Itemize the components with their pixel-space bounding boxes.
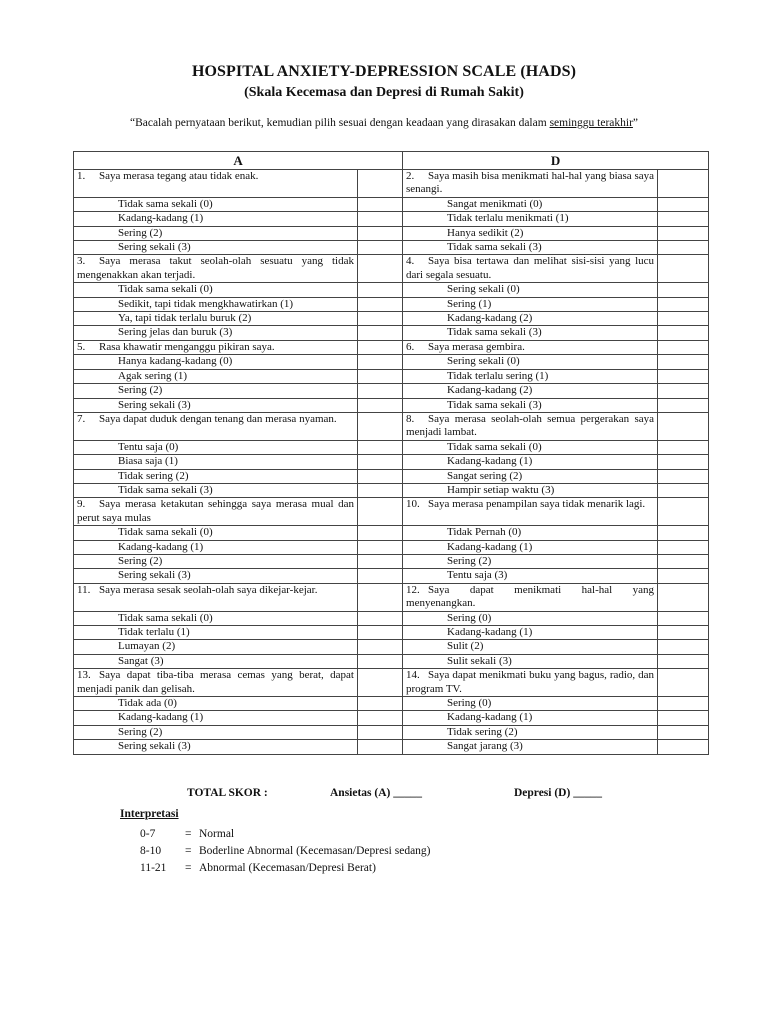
question-text: Saya merasa sesak seolah-olah saya dikejar-kejar.	[99, 583, 318, 596]
question-number: 5.	[77, 340, 86, 353]
question-number: 6.	[406, 340, 415, 353]
depression-option-mark[interactable]	[658, 241, 709, 255]
question-number: 14.	[406, 669, 420, 682]
option-row	[74, 626, 709, 640]
anxiety-score-cell[interactable]	[358, 170, 403, 198]
anxiety-option-mark[interactable]	[358, 440, 403, 454]
option-row	[74, 554, 709, 568]
instruction-pre: “Bacalah pernyataan berikut, kemudian pilih sesuai dengan keadaan yang dirasakan dalam	[129, 117, 550, 129]
depression-option[interactable]: Tidak sama sekali (3)	[403, 326, 658, 340]
depression-option-mark[interactable]	[658, 283, 709, 297]
depression-score-cell[interactable]	[658, 255, 709, 283]
option-row	[74, 469, 709, 483]
question-text: Saya merasa gembira.	[428, 340, 525, 353]
option-row	[74, 398, 709, 412]
hads-table-body	[74, 170, 709, 755]
depression-option-mark[interactable]	[658, 697, 709, 711]
option-row	[74, 540, 709, 554]
depression-option[interactable]: Sering (1)	[403, 297, 658, 311]
depression-option-mark[interactable]	[658, 569, 709, 583]
anxiety-option[interactable]: Sering sekali (3)	[74, 241, 358, 255]
depression-score-cell[interactable]	[658, 498, 709, 526]
instruction-emphasis: seminggu terakhir	[549, 117, 633, 129]
question-text: Saya dapat tiba-tiba merasa cemas yang berat, dapat menjadi panik dan gelisah.	[77, 669, 354, 695]
anxiety-option[interactable]: Tidak sama sekali (0)	[74, 197, 358, 211]
depression-option-mark[interactable]	[658, 711, 709, 725]
anxiety-option-mark[interactable]	[358, 369, 403, 383]
option-row	[74, 640, 709, 654]
depression-option-mark[interactable]	[658, 611, 709, 625]
question-text: Saya merasa ketakutan sehingga saya merasa mual dan perut saya mulas	[77, 498, 354, 524]
depression-option[interactable]: Sangat menikmati (0)	[403, 197, 658, 211]
depression-score-cell[interactable]	[658, 412, 709, 440]
question-row	[74, 340, 709, 354]
anxiety-option-mark[interactable]	[358, 283, 403, 297]
question-text: Saya dapat menikmati hal-hal yang menyenangkan.	[406, 583, 655, 610]
question-text: Saya bisa tertawa dan melihat sisi-sisi yang lucu dari segala sesuatu.	[406, 255, 655, 281]
anxiety-score-cell[interactable]	[358, 669, 403, 697]
anxiety-option[interactable]: Tidak sama sekali (3)	[74, 483, 358, 497]
anxiety-option-mark[interactable]	[358, 569, 403, 583]
depression-option[interactable]: Kadang-kadang (2)	[403, 384, 658, 398]
interpretation-range: 0-7	[140, 828, 156, 840]
option-row	[74, 369, 709, 383]
anxiety-score-cell[interactable]	[358, 412, 403, 440]
anxiety-option[interactable]: Tidak ada (0)	[74, 697, 358, 711]
depression-question	[403, 583, 658, 611]
anxiety-option[interactable]: Tidak sering (2)	[74, 469, 358, 483]
option-row	[74, 455, 709, 469]
anxiety-option-mark[interactable]	[358, 483, 403, 497]
depression-option-mark[interactable]	[658, 526, 709, 540]
question-number: 3.	[77, 255, 86, 268]
anxiety-option[interactable]: Kadang-kadang (1)	[74, 711, 358, 725]
depression-option-mark[interactable]	[658, 226, 709, 240]
depression-option[interactable]: Tidak terlalu menikmati (1)	[403, 212, 658, 226]
anxiety-question	[74, 340, 358, 354]
anxiety-option[interactable]: Sering jelas dan buruk (3)	[74, 326, 358, 340]
depression-option-mark[interactable]	[658, 398, 709, 412]
anxiety-option-mark[interactable]	[358, 398, 403, 412]
anxiety-option-mark[interactable]	[358, 384, 403, 398]
anxiety-option-mark[interactable]	[358, 611, 403, 625]
depression-option-mark[interactable]	[658, 297, 709, 311]
page-title: HOSPITAL ANXIETY-DEPRESSION SCALE (HADS)	[191, 63, 577, 80]
anxiety-option[interactable]: Sering (2)	[74, 226, 358, 240]
interpretation-text: Abnormal (Kecemasan/Depresi Berat)	[199, 862, 376, 874]
question-row	[74, 170, 709, 198]
depression-option[interactable]: Sulit (2)	[403, 640, 658, 654]
anxiety-option[interactable]: Hanya kadang-kadang (0)	[74, 355, 358, 369]
depression-option-mark[interactable]	[658, 483, 709, 497]
anxiety-option[interactable]: Sering sekali (3)	[74, 740, 358, 754]
anxiety-option[interactable]: Sedikit, tapi tidak mengkhawatirkan (1)	[74, 297, 358, 311]
question-text: Saya dapat duduk dengan tenang dan merasa nyaman.	[99, 412, 337, 425]
depression-option[interactable]: Hanya sedikit (2)	[403, 226, 658, 240]
question-number: 8.	[406, 412, 415, 425]
depresi-score-field: Depresi (D) _____	[514, 787, 602, 799]
anxiety-option-mark[interactable]	[358, 297, 403, 311]
anxiety-option-mark[interactable]	[358, 241, 403, 255]
depression-option-mark[interactable]	[658, 326, 709, 340]
option-row	[74, 297, 709, 311]
anxiety-question	[74, 412, 358, 440]
depression-option[interactable]: Sangat jarang (3)	[403, 740, 658, 754]
anxiety-option-mark[interactable]	[358, 355, 403, 369]
depression-option[interactable]: Kadang-kadang (1)	[403, 455, 658, 469]
anxiety-option[interactable]: Sering (2)	[74, 384, 358, 398]
interpretation-row	[140, 828, 234, 840]
option-row	[74, 312, 709, 326]
question-text: Saya merasa tegang atau tidak enak.	[99, 170, 259, 182]
depression-option[interactable]: Tidak terlalu sering (1)	[403, 369, 658, 383]
interpretation-equals: =	[185, 862, 192, 874]
depression-option[interactable]: Tentu saja (3)	[403, 569, 658, 583]
depression-option-mark[interactable]	[658, 455, 709, 469]
depression-question	[403, 340, 658, 354]
option-row	[74, 440, 709, 454]
anxiety-option-mark[interactable]	[358, 312, 403, 326]
depression-option-mark[interactable]	[658, 312, 709, 326]
question-number: 1.	[77, 170, 86, 182]
depression-option-mark[interactable]	[658, 469, 709, 483]
anxiety-option[interactable]: Tentu saja (0)	[74, 440, 358, 454]
option-row	[74, 384, 709, 398]
option-row	[74, 483, 709, 497]
anxiety-score-cell[interactable]	[358, 583, 403, 611]
anxiety-option[interactable]: Tidak sama sekali (0)	[74, 283, 358, 297]
column-header-a: A	[74, 152, 403, 170]
anxiety-option[interactable]: Sering (2)	[74, 725, 358, 739]
anxiety-option-mark[interactable]	[358, 626, 403, 640]
question-text: Rasa khawatir menganggu pikiran saya.	[99, 340, 275, 353]
anxiety-option-mark[interactable]	[358, 725, 403, 739]
question-number: 2.	[406, 170, 415, 182]
question-row	[74, 669, 709, 697]
depression-option[interactable]: Tidak sama sekali (3)	[403, 241, 658, 255]
instruction-post: ”	[632, 117, 639, 129]
anxiety-option[interactable]: Biasa saja (1)	[74, 455, 358, 469]
option-row	[74, 611, 709, 625]
anxiety-option[interactable]: Kadang-kadang (1)	[74, 540, 358, 554]
depression-option[interactable]: Tidak sering (2)	[403, 725, 658, 739]
depression-option[interactable]: Tidak sama sekali (3)	[403, 398, 658, 412]
option-row	[74, 241, 709, 255]
depression-question	[403, 255, 658, 283]
anxiety-option-mark[interactable]	[358, 640, 403, 654]
anxiety-question	[74, 498, 358, 526]
anxiety-option[interactable]: Sangat (3)	[74, 654, 358, 668]
option-row	[74, 740, 709, 754]
question-text: Saya merasa penampilan saya tidak menarik lagi.	[428, 498, 646, 511]
option-row	[74, 197, 709, 211]
question-number: 7.	[77, 412, 86, 425]
depression-option[interactable]: Sulit sekali (3)	[403, 654, 658, 668]
depression-option-mark[interactable]	[658, 212, 709, 226]
depression-option[interactable]: Kadang-kadang (1)	[403, 711, 658, 725]
depression-option-mark[interactable]	[658, 654, 709, 668]
depression-option[interactable]: Kadang-kadang (1)	[403, 626, 658, 640]
depression-option[interactable]: Sering (0)	[403, 611, 658, 625]
anxiety-question	[74, 583, 358, 611]
question-text: Saya masih bisa menikmati hal-hal yang biasa saya senangi.	[406, 170, 655, 196]
anxiety-option[interactable]: Tidak terlalu (1)	[74, 626, 358, 640]
anxiety-option[interactable]: Tidak sama sekali (0)	[74, 611, 358, 625]
anxiety-option-mark[interactable]	[358, 711, 403, 725]
anxiety-option-mark[interactable]	[358, 554, 403, 568]
depression-option-mark[interactable]	[658, 384, 709, 398]
depression-option[interactable]: Sering sekali (0)	[403, 355, 658, 369]
anxiety-score-cell[interactable]	[358, 340, 403, 354]
interpretation-row	[140, 862, 376, 874]
anxiety-question	[74, 669, 358, 697]
anxiety-option[interactable]: Kadang-kadang (1)	[74, 212, 358, 226]
depression-option[interactable]: Sering sekali (0)	[403, 283, 658, 297]
interpretation-text: Boderline Abnormal (Kecemasan/Depresi sedang)	[199, 845, 431, 857]
column-header-d: D	[403, 152, 709, 170]
anxiety-question	[74, 255, 358, 283]
interpretation-range: 8-10	[140, 845, 162, 857]
anxiety-option-mark[interactable]	[358, 469, 403, 483]
depression-option[interactable]: Kadang-kadang (2)	[403, 312, 658, 326]
anxiety-option[interactable]: Sering sekali (3)	[74, 398, 358, 412]
anxiety-option-mark[interactable]	[358, 740, 403, 754]
page-subtitle: (Skala Kecemasa dan Depresi di Rumah Sakit)	[244, 85, 524, 100]
question-row	[74, 412, 709, 440]
anxiety-option-mark[interactable]	[358, 540, 403, 554]
depression-option[interactable]: Kadang-kadang (1)	[403, 540, 658, 554]
depression-option-mark[interactable]	[658, 626, 709, 640]
depression-option-mark[interactable]	[658, 640, 709, 654]
anxiety-score-cell[interactable]	[358, 498, 403, 526]
anxiety-option-mark[interactable]	[358, 526, 403, 540]
depression-option[interactable]: Sering (2)	[403, 554, 658, 568]
interpretation-equals: =	[185, 828, 192, 840]
question-number: 11.	[77, 583, 91, 596]
depression-option[interactable]: Tidak sama sekali (0)	[403, 440, 658, 454]
total-score-label: TOTAL SKOR :	[187, 787, 268, 799]
depression-question	[403, 170, 658, 198]
anxiety-option[interactable]: Sering sekali (3)	[74, 569, 358, 583]
anxiety-option-mark[interactable]	[358, 197, 403, 211]
depression-option[interactable]: Hampir setiap waktu (3)	[403, 483, 658, 497]
depression-option-mark[interactable]	[658, 440, 709, 454]
option-row	[74, 355, 709, 369]
depression-score-cell[interactable]	[658, 170, 709, 198]
depression-option-mark[interactable]	[658, 740, 709, 754]
depression-question	[403, 669, 658, 697]
question-row	[74, 255, 709, 283]
anxiety-option[interactable]: Ya, tapi tidak terlalu buruk (2)	[74, 312, 358, 326]
anxiety-question	[74, 170, 358, 198]
option-row	[74, 226, 709, 240]
option-row	[74, 711, 709, 725]
option-row	[74, 569, 709, 583]
anxiety-option-mark[interactable]	[358, 326, 403, 340]
option-row	[74, 697, 709, 711]
anxiety-option-mark[interactable]	[358, 226, 403, 240]
hads-table	[73, 151, 709, 755]
anxiety-option-mark[interactable]	[358, 212, 403, 226]
ansietas-score-field: Ansietas (A) _____	[330, 787, 422, 799]
option-row	[74, 725, 709, 739]
anxiety-option[interactable]: Agak sering (1)	[74, 369, 358, 383]
interpretation-equals: =	[185, 845, 192, 857]
depression-option-mark[interactable]	[658, 540, 709, 554]
question-number: 10.	[406, 498, 420, 511]
option-row	[74, 212, 709, 226]
anxiety-option[interactable]: Tidak sama sekali (0)	[74, 526, 358, 540]
depression-option[interactable]: Sangat sering (2)	[403, 469, 658, 483]
option-row	[74, 654, 709, 668]
option-row	[74, 526, 709, 540]
question-number: 4.	[406, 255, 415, 268]
interpretation-text: Normal	[199, 828, 235, 840]
depression-option-mark[interactable]	[658, 355, 709, 369]
depression-question	[403, 412, 658, 440]
question-text: Saya merasa seolah-olah semua pergerakan saya menjadi lambat.	[406, 412, 655, 439]
instruction-text	[0, 117, 768, 129]
question-number: 12.	[406, 583, 420, 596]
interpretation-range: 11-21	[140, 862, 167, 874]
depression-score-cell[interactable]	[658, 583, 709, 611]
anxiety-option-mark[interactable]	[358, 455, 403, 469]
anxiety-option[interactable]: Lumayan (2)	[74, 640, 358, 654]
interpretation-heading: Interpretasi	[120, 808, 179, 820]
anxiety-option-mark[interactable]	[358, 697, 403, 711]
anxiety-option[interactable]: Sering (2)	[74, 554, 358, 568]
interpretation-row	[140, 845, 431, 857]
question-text: Saya merasa takut seolah-olah sesuatu yang tidak mengenakkan akan terjadi.	[77, 255, 354, 281]
question-text: Saya dapat menikmati buku yang bagus, radio, dan program TV.	[406, 669, 655, 695]
depression-option-mark[interactable]	[658, 725, 709, 739]
depression-option-mark[interactable]	[658, 554, 709, 568]
option-row	[74, 283, 709, 297]
depression-option[interactable]: Tidak Pernah (0)	[403, 526, 658, 540]
question-row	[74, 583, 709, 611]
depression-option-mark[interactable]	[658, 197, 709, 211]
depression-question	[403, 498, 658, 526]
depression-score-cell[interactable]	[658, 340, 709, 354]
option-row	[74, 326, 709, 340]
question-row	[74, 498, 709, 526]
depression-score-cell[interactable]	[658, 669, 709, 697]
depression-option[interactable]: Sering (0)	[403, 697, 658, 711]
anxiety-score-cell[interactable]	[358, 255, 403, 283]
anxiety-option-mark[interactable]	[358, 654, 403, 668]
question-number: 9.	[77, 498, 86, 511]
depression-option-mark[interactable]	[658, 369, 709, 383]
question-number: 13.	[77, 669, 91, 682]
